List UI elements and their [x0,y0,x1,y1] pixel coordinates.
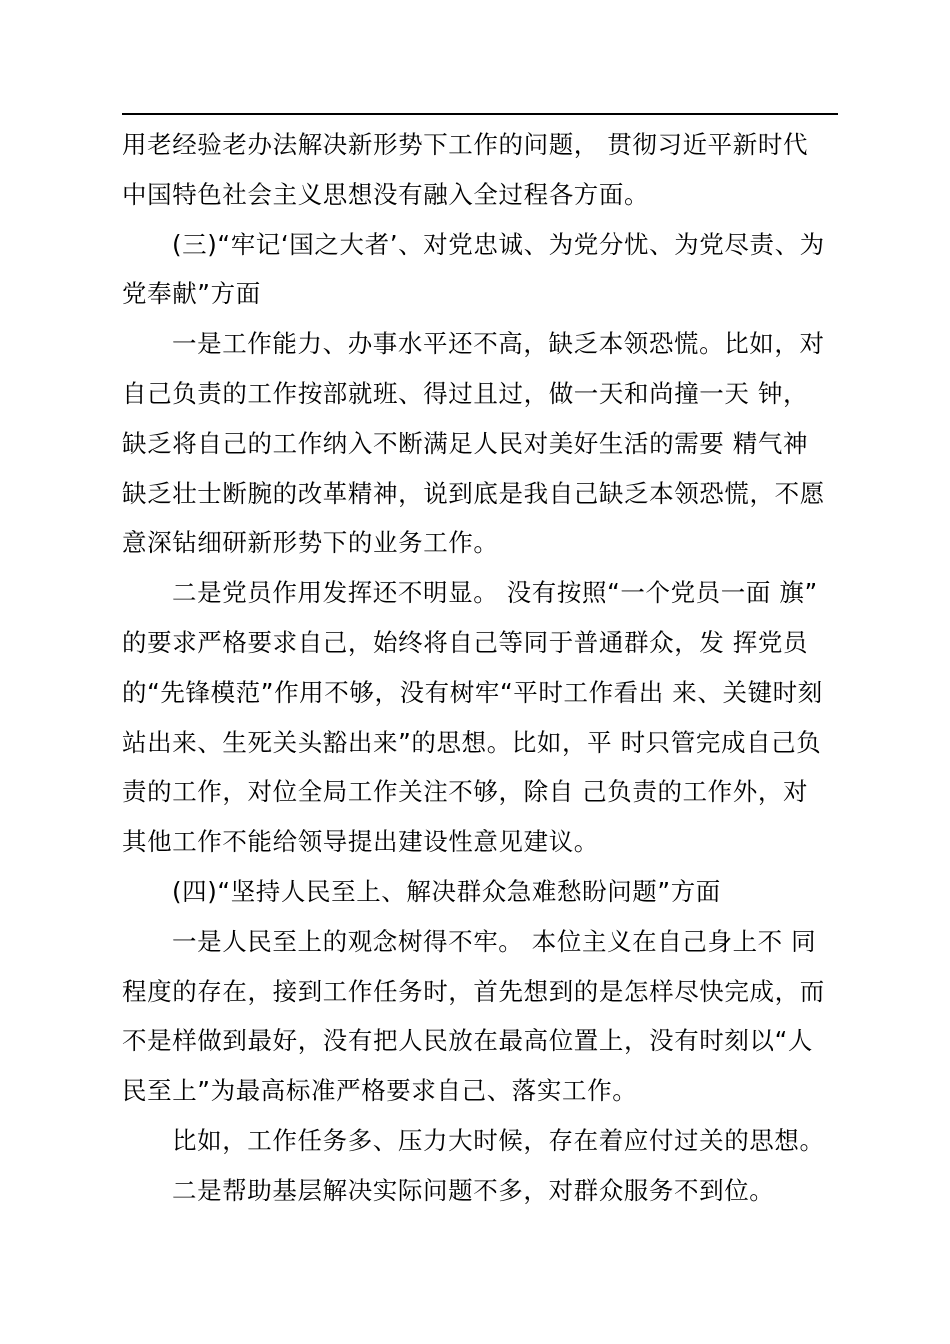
text-line: 站出来、生死关头豁出来”的思想。比如，平 时只管完成自己负 [122,727,822,757]
paragraph [122,1166,838,1216]
text-line: 程度的存在，接到工作任务时，首先想到的是怎样尽快完成，而 [122,976,825,1006]
document-body [122,120,838,1216]
paragraph [122,319,838,568]
text-line: 意深钻细研新形势下的业务工作。 [122,528,499,558]
text-line: 比如，工作任务多、压力大时候，存在着应付过关的思想。 [172,1125,825,1155]
text-line: 中国特色社会主义思想没有融入全过程各方面。 [122,179,650,209]
paragraph [122,568,838,867]
text-line: 民至上”为最高标准严格要求自己、落实工作。 [122,1076,638,1106]
text-line: 缺乏将自己的工作纳入不断满足人民对美好生活的需要 精气神 [122,428,809,458]
text-line: 的要求严格要求自己，始终将自己等同于普通群众，发 挥党员 [122,627,809,657]
paragraph [122,867,838,917]
text-line: 党奉献”方面 [122,279,261,309]
text-line: 不是样做到最好，没有把人民放在最高位置上，没有时刻以“人 [122,1026,813,1056]
text-line: 二是帮助基层解决实际问题不多，对群众服务不到位。 [172,1175,775,1205]
text-line: 一是工作能力、办事水平还不高，缺乏本领恐慌。比如，对 [172,329,825,359]
text-line: 二是党员作用发挥还不明显。 没有按照“一个党员一面 旗” [172,578,818,608]
paragraph [122,1116,838,1166]
paragraph [122,120,838,220]
paragraph [122,917,838,1116]
text-line: 其他工作不能给领导提出建设性意见建议。 [122,827,599,857]
text-line: 一是人民至上的观念树得不牢。 本位主义在自己身上不 同 [172,926,817,956]
text-line: 缺乏壮士断腕的改革精神，说到底是我自己缺乏本领恐慌，不愿 [122,478,825,508]
text-line: 的“先锋模范”作用不够，没有树牢“平时工作看出 来、关键时刻 [122,677,823,707]
text-line: (四)“坚持人民至上、解决群众急难愁盼问题”方面 [172,876,721,906]
text-line: (三)“牢记‘国之大者’、对党忠诚、为党分忧、为党尽责、为 [172,229,825,259]
text-line: 责的工作，对位全局工作关注不够，除自 己负责的工作外，对 [122,777,809,807]
text-line: 用老经验老办法解决新形势下工作的问题， 贯彻习近平新时代 [122,130,809,159]
paragraph [122,220,838,320]
header-rule [122,113,838,115]
text-line: 自己负责的工作按部就班、得过且过，做一天和尚撞一天 钟， [122,378,809,408]
